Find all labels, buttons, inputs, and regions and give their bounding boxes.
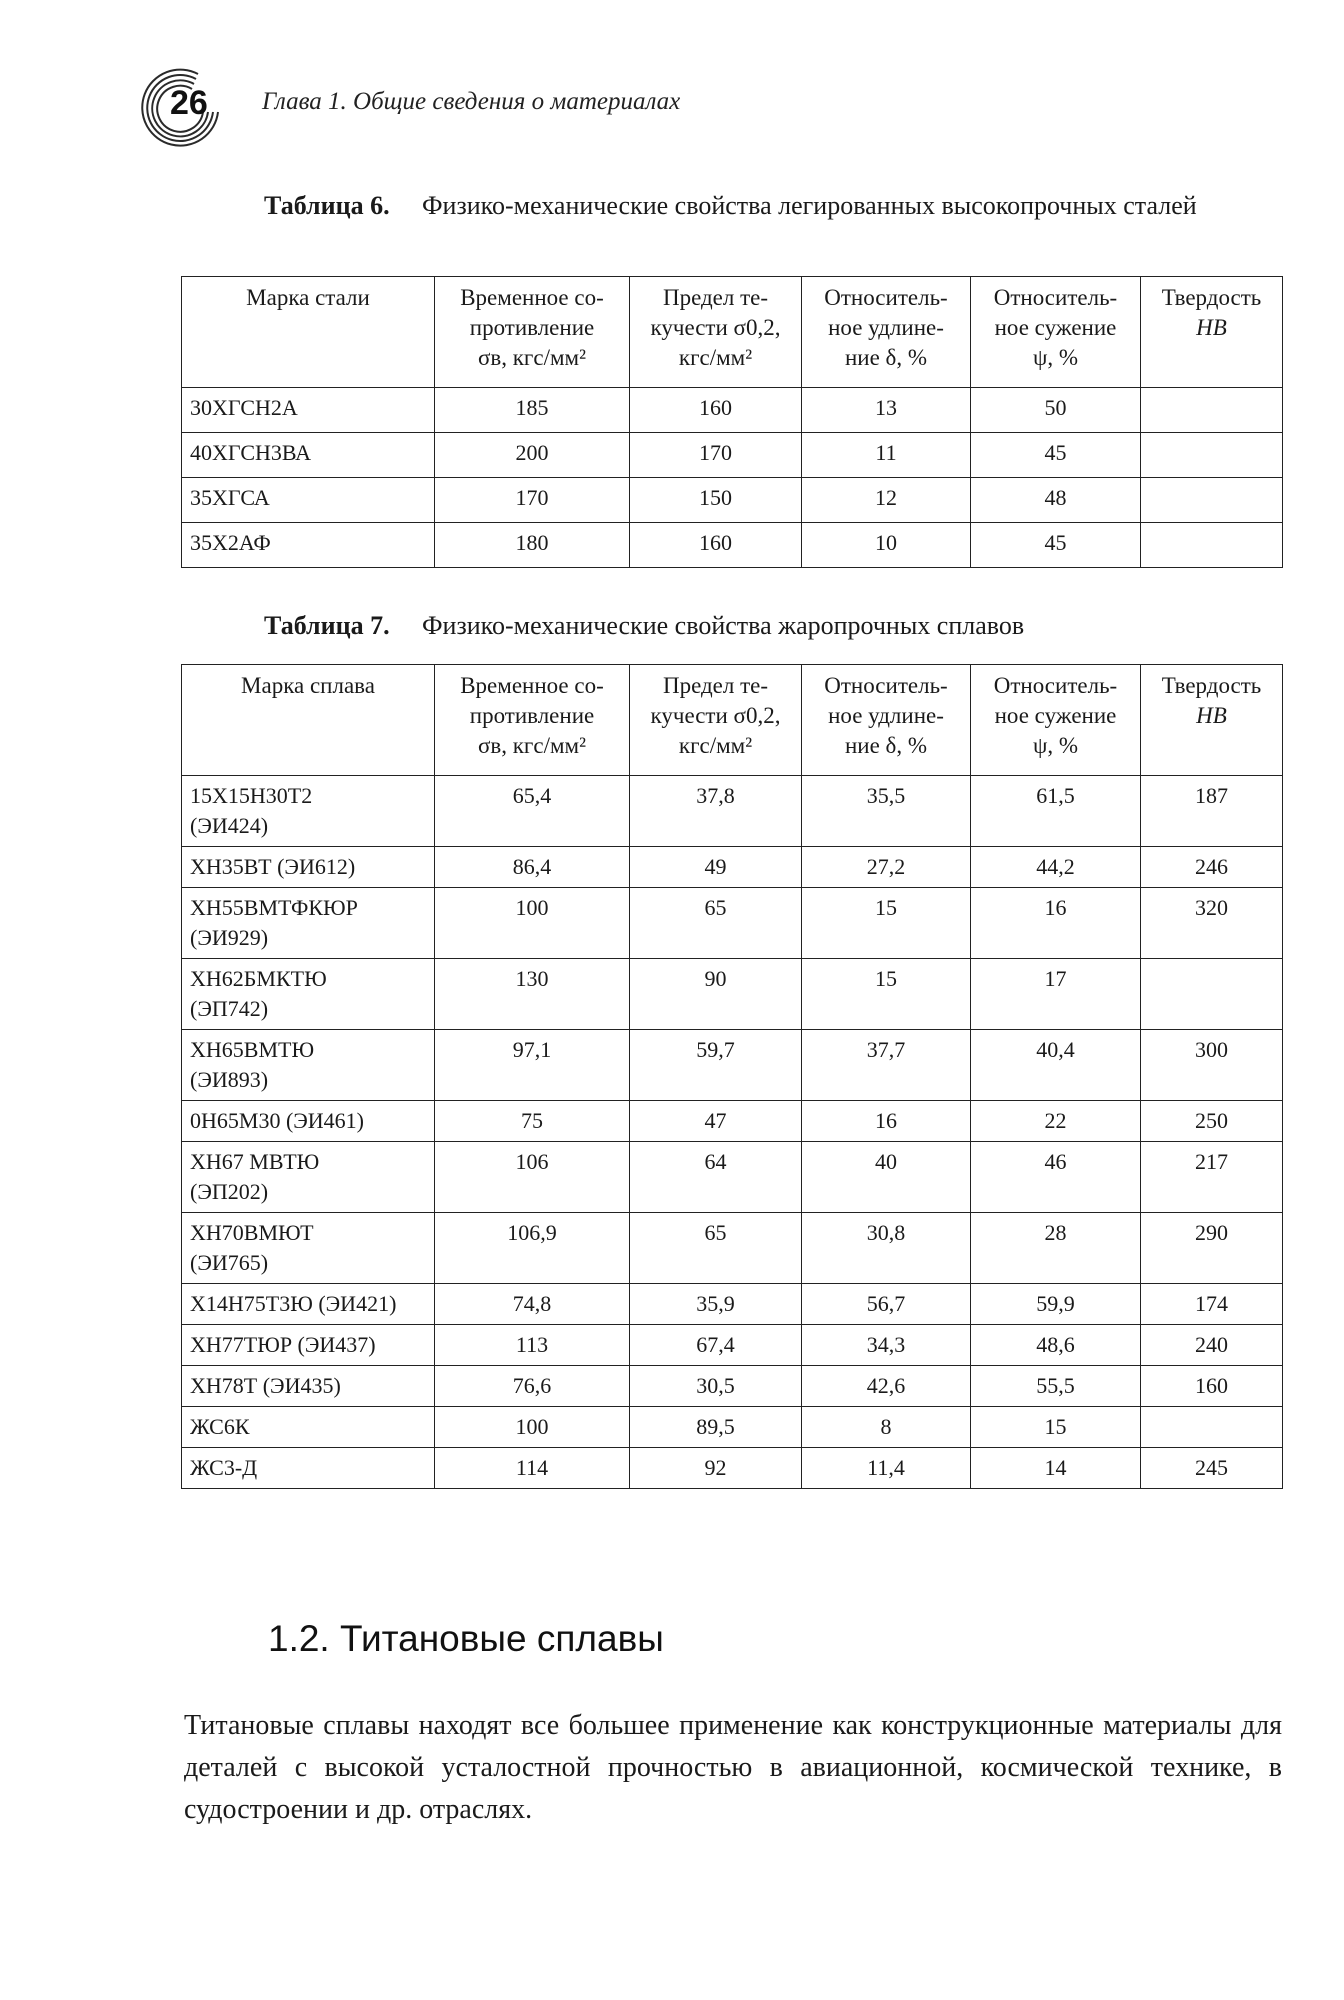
value-cell: 100	[435, 1407, 630, 1448]
grade-cell: Х14Н75Т3Ю (ЭИ421)	[182, 1284, 435, 1325]
value-cell: 37,7	[802, 1030, 971, 1101]
value-cell: 28	[971, 1213, 1141, 1284]
value-cell: 114	[435, 1448, 630, 1489]
value-cell: 185	[435, 388, 630, 433]
table-7-header-row	[182, 665, 1283, 776]
grade-cell: ХН62БМКТЮ (ЭП742)	[182, 959, 435, 1030]
table-row	[182, 847, 1283, 888]
table-row	[182, 1325, 1283, 1366]
value-cell: 12	[802, 478, 971, 523]
grade-cell: 30ХГСН2А	[182, 388, 435, 433]
value-cell: 40,4	[971, 1030, 1141, 1101]
table-row	[182, 1101, 1283, 1142]
table-row	[182, 1030, 1283, 1101]
table-row	[182, 1142, 1283, 1213]
value-cell: 76,6	[435, 1366, 630, 1407]
value-cell: 246	[1141, 847, 1283, 888]
table-row	[182, 433, 1283, 478]
column-header: Относитель- ное сужение ψ, %	[971, 665, 1141, 776]
value-cell: 245	[1141, 1448, 1283, 1489]
column-header: Предел те- кучести σ0,2, кгс/мм²	[630, 277, 802, 388]
grade-cell: ХН70ВМЮТ (ЭИ765)	[182, 1213, 435, 1284]
grade-cell: ХН67 МВТЮ (ЭП202)	[182, 1142, 435, 1213]
value-cell: 45	[971, 433, 1141, 478]
value-cell: 59,7	[630, 1030, 802, 1101]
grade-cell: ЖС6К	[182, 1407, 435, 1448]
body-paragraph: Титановые сплавы находят все большее применение как конструкционные материалы для деталей с высокой усталостной прочностью в авиационной, космической технике, в судостроении и др. отраслях.	[184, 1710, 1282, 1825]
grade-cell: ХН35ВТ (ЭИ612)	[182, 847, 435, 888]
value-cell: 67,4	[630, 1325, 802, 1366]
value-cell: 86,4	[435, 847, 630, 888]
page-number: 26	[170, 84, 208, 122]
table-row	[182, 1284, 1283, 1325]
value-cell: 74,8	[435, 1284, 630, 1325]
grade-cell: ХН65ВМТЮ (ЭИ893)	[182, 1030, 435, 1101]
value-cell: 49	[630, 847, 802, 888]
value-cell: 16	[802, 1101, 971, 1142]
table-row	[182, 1407, 1283, 1448]
value-cell: 160	[1141, 1366, 1283, 1407]
value-cell: 160	[630, 388, 802, 433]
value-cell: 50	[971, 388, 1141, 433]
table-row	[182, 1213, 1283, 1284]
column-header: Относитель- ное удлине- ние δ, %	[802, 277, 971, 388]
value-cell: 55,5	[971, 1366, 1141, 1407]
value-cell: 320	[1141, 888, 1283, 959]
table-6-label: Таблица 6.	[264, 191, 390, 220]
value-cell: 17	[971, 959, 1141, 1030]
column-header: Твердость НВ	[1141, 277, 1283, 388]
value-cell: 15	[802, 959, 971, 1030]
value-cell: 15	[802, 888, 971, 959]
value-cell: 160	[630, 523, 802, 568]
value-cell: 64	[630, 1142, 802, 1213]
column-header: Относитель- ное сужение ψ, %	[971, 277, 1141, 388]
value-cell: 10	[802, 523, 971, 568]
value-cell: 100	[435, 888, 630, 959]
table-row	[182, 1366, 1283, 1407]
value-cell: 217	[1141, 1142, 1283, 1213]
chapter-title: Глава 1. Общие сведения о материалах	[262, 88, 681, 115]
value-cell: 30,8	[802, 1213, 971, 1284]
value-cell: 92	[630, 1448, 802, 1489]
value-cell: 187	[1141, 776, 1283, 847]
column-header: Относитель- ное удлине- ние δ, %	[802, 665, 971, 776]
value-cell: 65	[630, 888, 802, 959]
table-6	[181, 276, 1283, 568]
column-header: Временное со- противление σв, кгс/мм²	[435, 665, 630, 776]
value-cell: 290	[1141, 1213, 1283, 1284]
value-cell: 65,4	[435, 776, 630, 847]
value-cell: 61,5	[971, 776, 1141, 847]
grade-cell: 15Х15Н30Т2 (ЭИ424)	[182, 776, 435, 847]
value-cell	[1141, 478, 1283, 523]
value-cell: 13	[802, 388, 971, 433]
value-cell: 113	[435, 1325, 630, 1366]
value-cell: 75	[435, 1101, 630, 1142]
value-cell	[1141, 1407, 1283, 1448]
value-cell: 200	[435, 433, 630, 478]
value-cell	[1141, 959, 1283, 1030]
value-cell: 15	[971, 1407, 1141, 1448]
value-cell: 45	[971, 523, 1141, 568]
table-7-caption	[264, 610, 1284, 646]
page-header	[136, 62, 1036, 152]
value-cell: 42,6	[802, 1366, 971, 1407]
value-cell: 34,3	[802, 1325, 971, 1366]
value-cell: 22	[971, 1101, 1141, 1142]
value-cell	[1141, 388, 1283, 433]
value-cell: 40	[802, 1142, 971, 1213]
page-number-badge	[136, 62, 226, 152]
table-row	[182, 1448, 1283, 1489]
table-7	[181, 664, 1283, 1489]
value-cell: 16	[971, 888, 1141, 959]
value-cell: 106	[435, 1142, 630, 1213]
value-cell: 97,1	[435, 1030, 630, 1101]
value-cell: 46	[971, 1142, 1141, 1213]
value-cell: 35,5	[802, 776, 971, 847]
table-7-label: Таблица 7.	[264, 611, 390, 640]
grade-cell: 35Х2АФ	[182, 523, 435, 568]
table-7-title: Физико-механические свойства жаропрочных сплавов	[422, 611, 1025, 640]
value-cell: 106,9	[435, 1213, 630, 1284]
grade-cell: ХН78Т (ЭИ435)	[182, 1366, 435, 1407]
value-cell	[1141, 433, 1283, 478]
value-cell: 170	[435, 478, 630, 523]
value-cell: 35,9	[630, 1284, 802, 1325]
grade-cell: 0Н65М30 (ЭИ461)	[182, 1101, 435, 1142]
value-cell: 27,2	[802, 847, 971, 888]
table-row	[182, 888, 1283, 959]
value-cell: 89,5	[630, 1407, 802, 1448]
table-6-title: Физико-механические свойства легированных высокопрочных сталей	[422, 191, 1197, 220]
column-header: Марка стали	[182, 277, 435, 388]
value-cell: 300	[1141, 1030, 1283, 1101]
value-cell: 170	[630, 433, 802, 478]
value-cell: 240	[1141, 1325, 1283, 1366]
section-heading: 1.2. Титановые сплавы	[268, 1618, 664, 1659]
value-cell: 14	[971, 1448, 1141, 1489]
value-cell: 11	[802, 433, 971, 478]
column-header: Твердость НВ	[1141, 665, 1283, 776]
value-cell: 250	[1141, 1101, 1283, 1142]
value-cell: 65	[630, 1213, 802, 1284]
value-cell: 48	[971, 478, 1141, 523]
grade-cell: 40ХГСН3ВА	[182, 433, 435, 478]
column-header: Временное со- противление σв, кгс/мм²	[435, 277, 630, 388]
table-row	[182, 523, 1283, 568]
value-cell: 56,7	[802, 1284, 971, 1325]
column-header: Предел те- кучести σ0,2, кгс/мм²	[630, 665, 802, 776]
value-cell: 90	[630, 959, 802, 1030]
value-cell: 150	[630, 478, 802, 523]
grade-cell: ХН77ТЮР (ЭИ437)	[182, 1325, 435, 1366]
value-cell: 180	[435, 523, 630, 568]
value-cell: 59,9	[971, 1284, 1141, 1325]
table-6-header-row	[182, 277, 1283, 388]
table-row	[182, 388, 1283, 433]
table-row	[182, 776, 1283, 847]
grade-cell: ХН55ВМТФКЮР (ЭИ929)	[182, 888, 435, 959]
grade-cell: 35ХГСА	[182, 478, 435, 523]
value-cell: 47	[630, 1101, 802, 1142]
column-header: Марка сплава	[182, 665, 435, 776]
value-cell: 37,8	[630, 776, 802, 847]
value-cell: 174	[1141, 1284, 1283, 1325]
value-cell: 8	[802, 1407, 971, 1448]
table-row	[182, 478, 1283, 523]
grade-cell: ЖС3-Д	[182, 1448, 435, 1489]
value-cell: 48,6	[971, 1325, 1141, 1366]
value-cell: 30,5	[630, 1366, 802, 1407]
value-cell: 44,2	[971, 847, 1141, 888]
value-cell: 130	[435, 959, 630, 1030]
table-6-caption	[264, 190, 1284, 260]
value-cell	[1141, 523, 1283, 568]
table-row	[182, 959, 1283, 1030]
value-cell: 11,4	[802, 1448, 971, 1489]
